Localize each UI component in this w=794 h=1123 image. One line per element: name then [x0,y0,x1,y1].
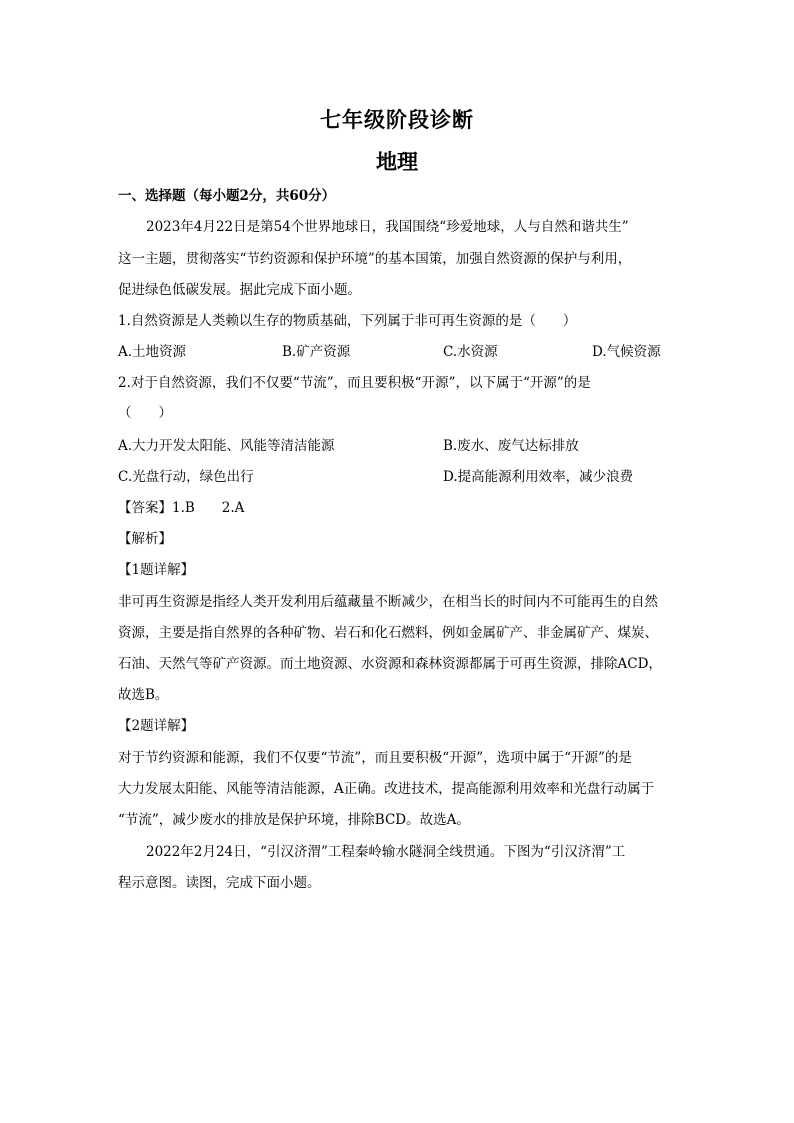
page-title: 七年级阶段诊断 [320,107,474,132]
question-2-stem: 2.对于自然资源，我们不仅要“节流”，而且要积极“开源”，以下属于“开源”的是 [118,375,591,391]
q2-option-b: B.废水、废气达标排放 [443,438,579,454]
detail-2-line: “节流”，减少废水的排放是保护环境，排除BCD。故选A。 [118,812,470,828]
q1-option-d: D.气候资源 [592,344,661,360]
detail-2-line: 大力发展太阳能、风能等清洁能源，A正确。改进技术，提高能源利用效率和光盘行动属于 [118,781,655,797]
passage-2-line: 2022年2月24日，“引汉济渭”工程秦岭输水隧洞全线贯通。下图为“引汉济渭”工 [146,844,626,860]
page-subtitle: 地理 [376,149,418,174]
detail-1-line: 资源，主要是指自然界的各种矿物、岩石和化石燃料，例如金属矿产、非金属矿产、煤炭、 [118,625,658,641]
q2-option-d: D.提高能源利用效率，减少浪费 [443,469,634,485]
detail-1-line: 石油、天然气等矿产资源。而土地资源、水资源和森林资源都属于可再生资源，排除ACD， [118,656,662,672]
q1-option-b: B.矿产资源 [282,344,351,360]
section-heading: 一、选择题（每小题2分，共60分） [118,188,336,204]
q2-option-c: C.光盘行动，绿色出行 [118,469,254,485]
detail-1-line: 非可再生资源是指经人类开发利用后蕴藏量不断减少，在相当长的时间内不可能再生的自然 [118,594,658,610]
q2-option-a: A.大力开发太阳能、风能等清洁能源 [118,438,335,454]
passage-line: 2023年4月22日是第54个世界地球日，我国围绕“珍爱地球，人与自然和谐共生” [146,219,629,235]
q1-option-c: C.水资源 [443,344,498,360]
answer-line: 【答案】1.B 2.A [118,500,245,516]
analysis-heading: 【解析】 [118,531,172,547]
question-1-stem: 1.自然资源是人类赖以生存的物质基础，下列属于非可再生资源的是（ ） [118,313,577,329]
passage-line: 促进绿色低碳发展。据此完成下面小题。 [118,282,361,298]
detail-1-heading: 【1题详解】 [118,562,195,578]
passage-line: 这一主题，贯彻落实“节约资源和保护环境”的基本国策，加强自然资源的保护与利用， [118,251,632,267]
q1-option-a: A.土地资源 [118,344,187,360]
passage-2-line: 程示意图。读图，完成下面小题。 [118,875,321,891]
detail-1-line: 故选B。 [118,687,169,703]
detail-2-heading: 【2题详解】 [118,718,195,734]
question-2-stem-cont: （ ） [118,405,172,421]
detail-2-line: 对于节约资源和能源，我们不仅要“节流”，而且要积极“开源”，选项中属于“开源”的是 [118,750,632,766]
